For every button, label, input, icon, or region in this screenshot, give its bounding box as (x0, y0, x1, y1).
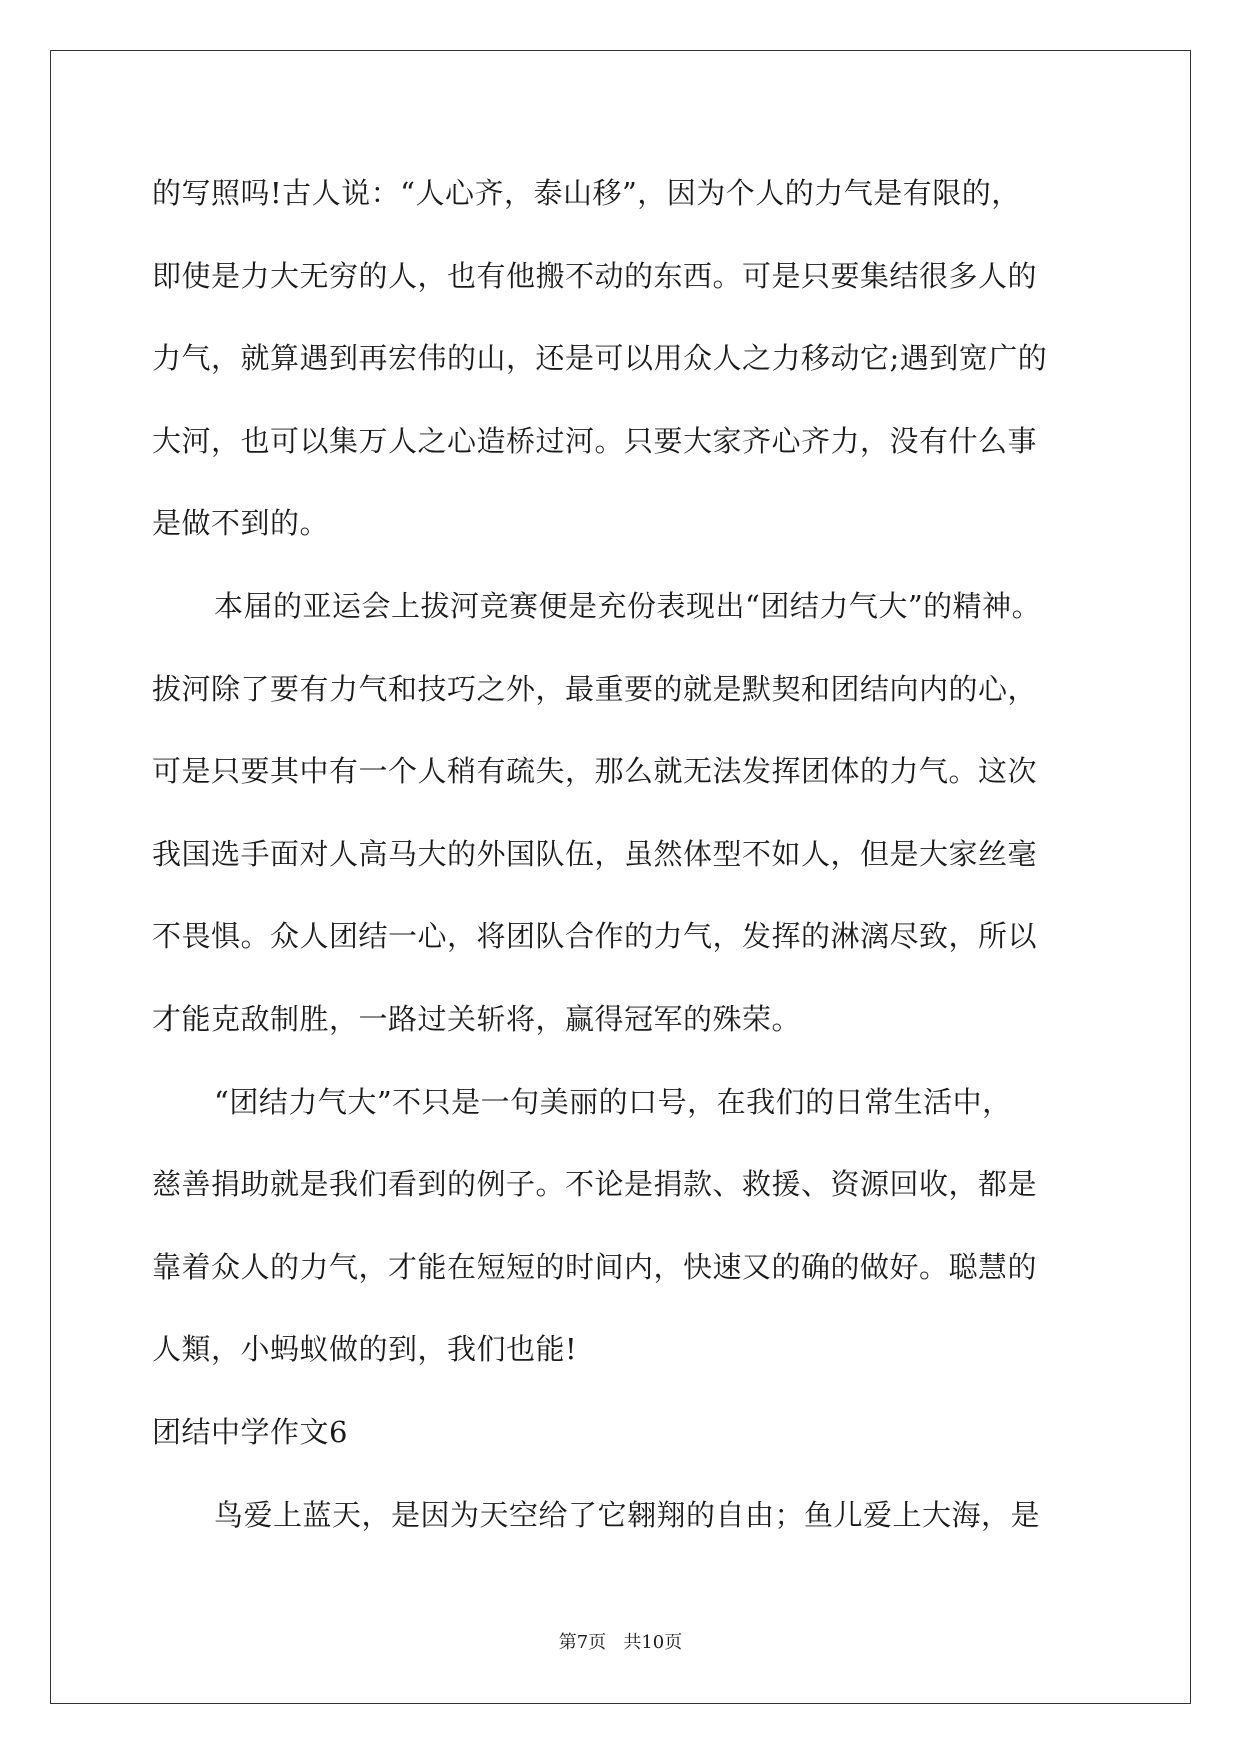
text-line-7: 拔河除了要有力气和技巧之外，最重要的就是默契和团结向内的心， (152, 671, 1038, 706)
page-total: 共10页 (623, 1632, 683, 1653)
paragraph-start-line-6: 本届的亚运会上拔河竞赛便是充份表现出“团结力气大”的精神。 (214, 588, 1042, 623)
text-line-5: 是做不到的。 (152, 506, 330, 541)
text-line-10: 不畏惧。众人团结一心，将团队合作的力气，发挥的淋漓尽致，所以 (152, 919, 1038, 954)
text-line-11: 才能克敌制胜，一路过关斩将，赢得冠军的殊荣。 (152, 1001, 802, 1036)
page-footer (0, 1628, 1241, 1654)
page-number: 第7页 (558, 1632, 607, 1653)
section-heading: 团结中学作文6 (152, 1414, 348, 1449)
text-line-15: 人類，小蚂蚁做的到，我们也能! (152, 1332, 578, 1367)
document-body (152, 152, 1092, 1556)
text-line-2: 即使是力大无穷的人，也有他搬不动的东西。可是只要集结很多人的 (152, 258, 1038, 293)
paragraph-start-line-12: “团结力气大”不只是一句美丽的口号，在我们的日常生活中， (214, 1084, 1012, 1119)
paragraph-start-line-17: 鸟爱上蓝天，是因为天空给了它翱翔的自由；鱼儿爱上大海，是 (214, 1497, 1041, 1532)
text-line-13: 慈善捐助就是我们看到的例子。不论是捐款、救援、资源回收，都是 (152, 1167, 1038, 1202)
text-line-14: 靠着众人的力气，才能在短短的时间内，快速又的确的做好。聪慧的 (152, 1249, 1038, 1284)
text-line-1: 的写照吗!古人说：“人心齐，泰山移”，因为个人的力气是有限的， (152, 176, 1021, 210)
text-line-9: 我国选手面对人高马大的外国队伍，虽然体型不如人，但是大家丝毫 (152, 836, 1038, 871)
text-line-4: 大河，也可以集万人之心造桥过河。只要大家齐心齐力，没有什么事 (152, 423, 1038, 458)
text-line-8: 可是只要其中有一个人稍有疏失，那么就无法发挥团体的力气。这次 (152, 754, 1038, 789)
text-line-3: 力气，就算遇到再宏伟的山，还是可以用众人之力移动它;遇到宽广的 (152, 341, 1048, 376)
